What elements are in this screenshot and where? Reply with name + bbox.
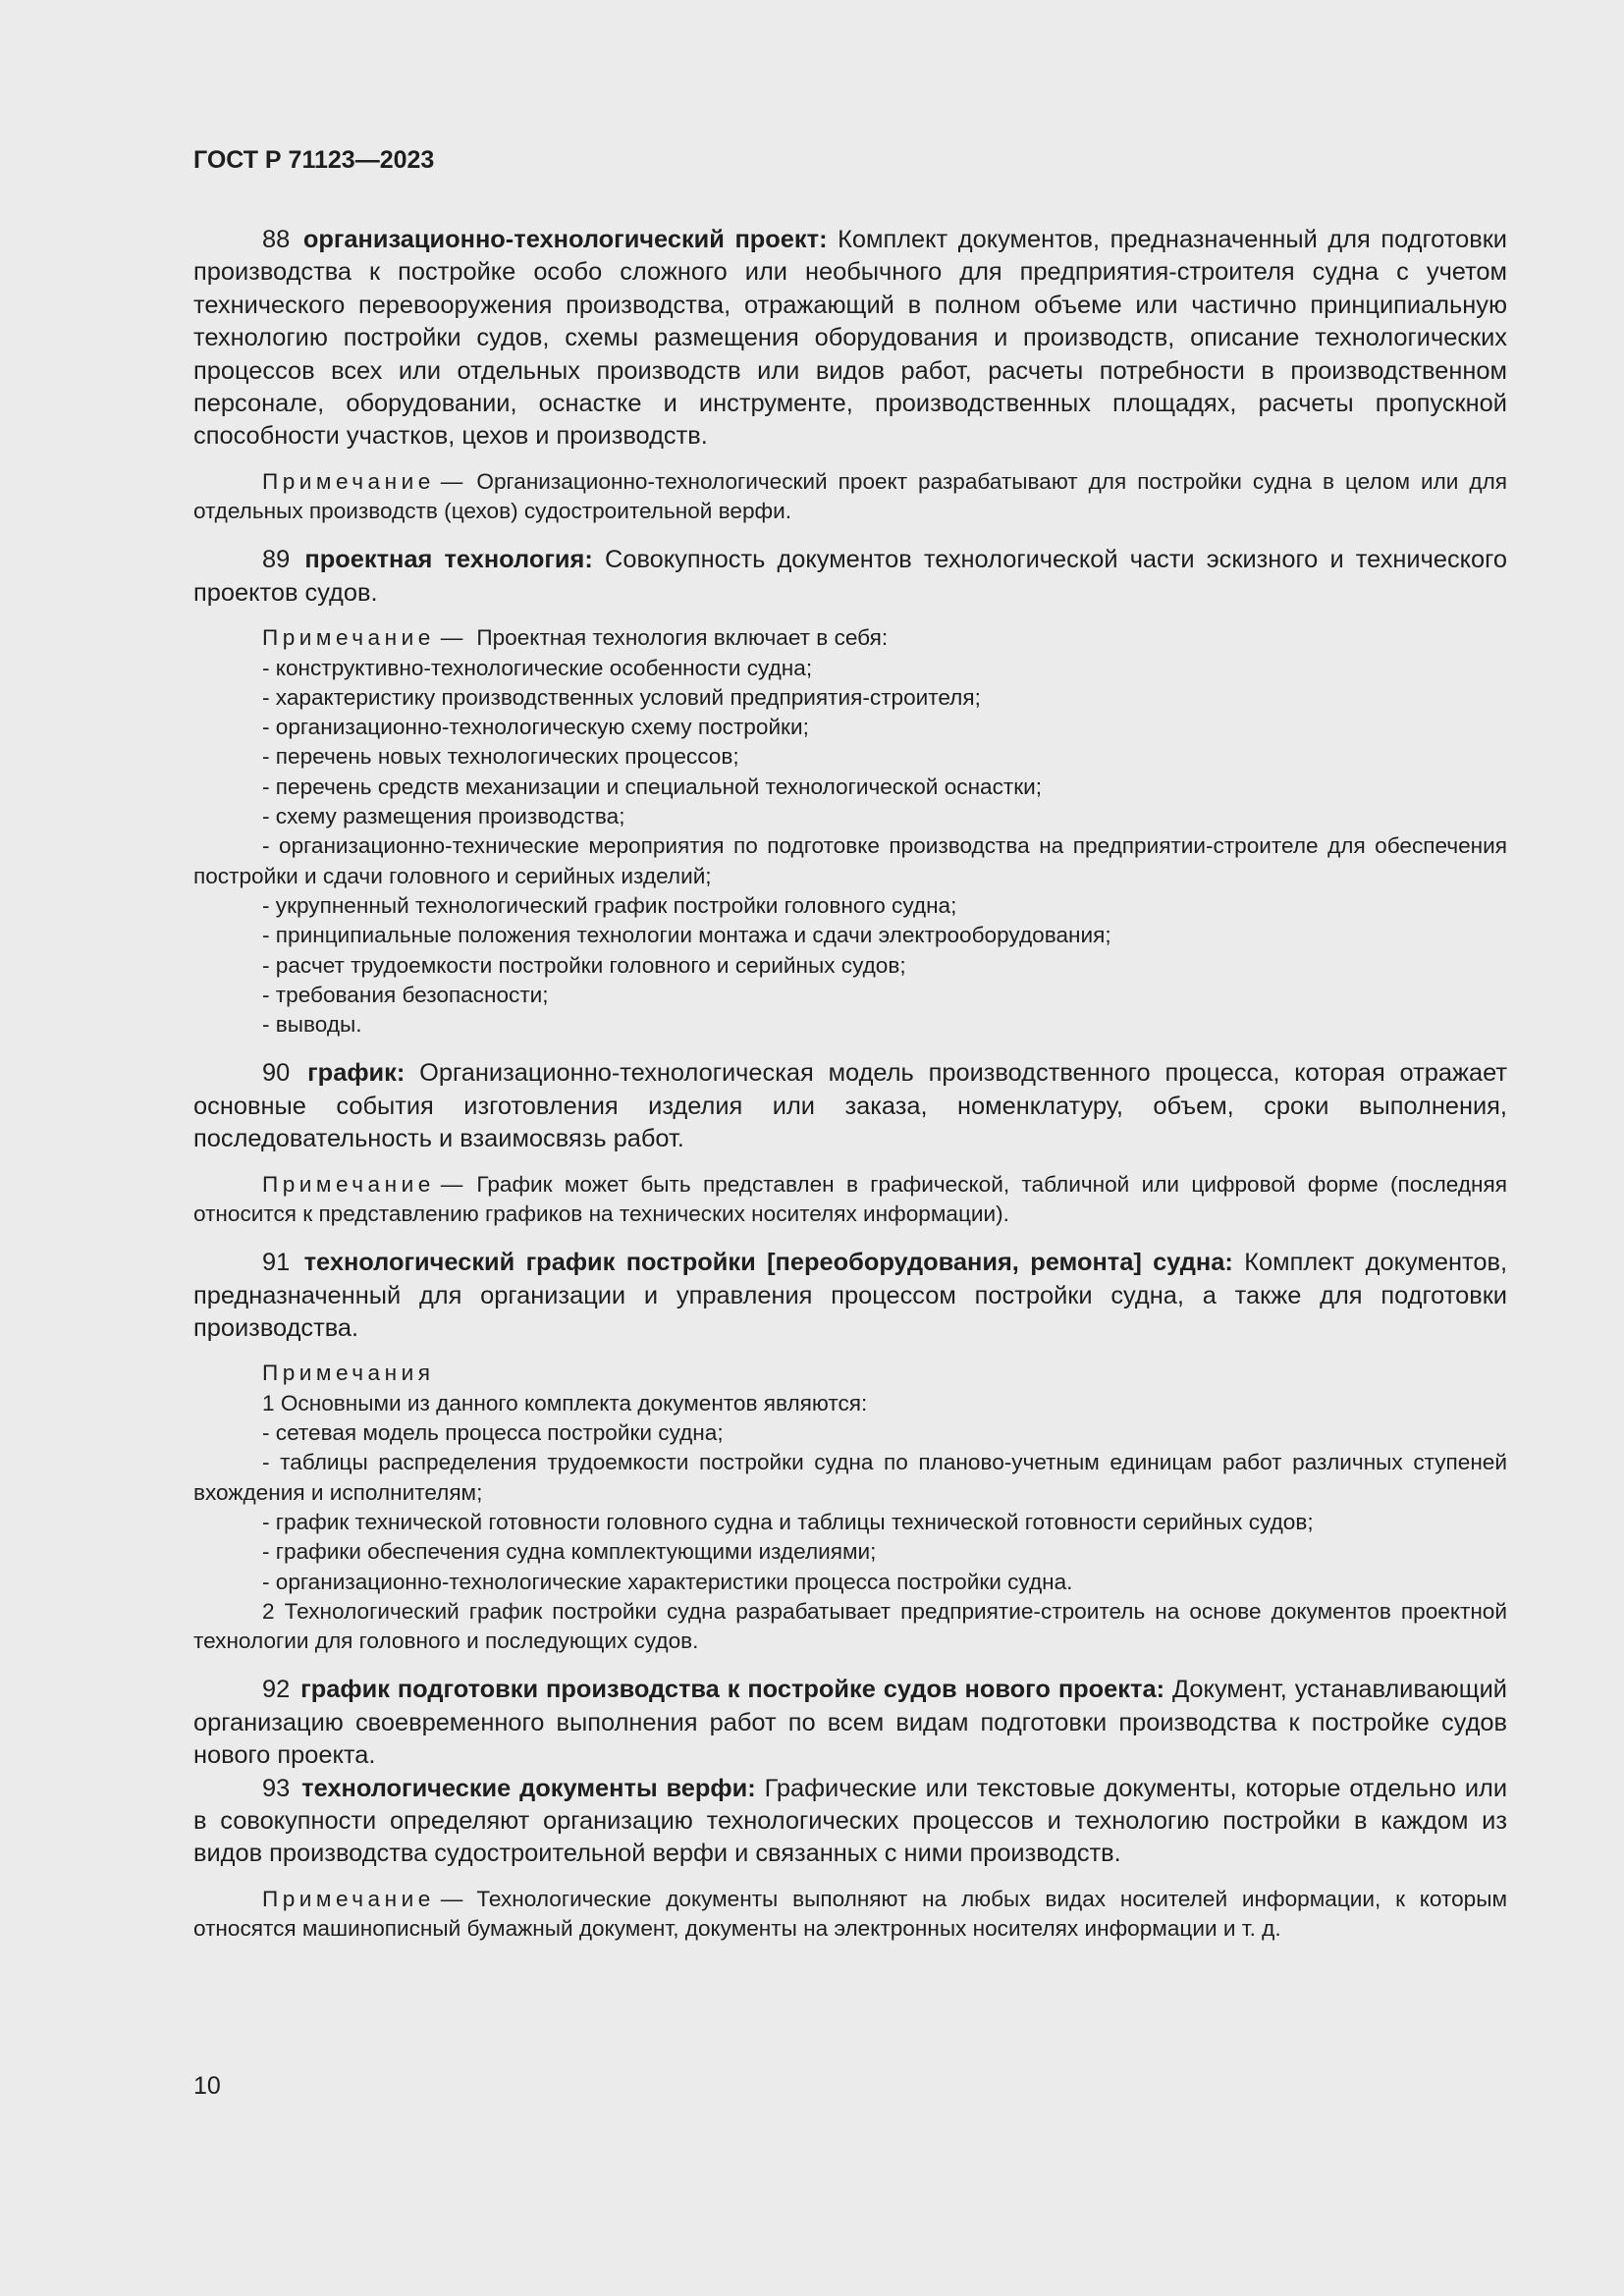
term-definition: Комплект документов, предназначенный для организации и управления процессом постройки судна, а также для подготовки производства. [193,1249,1507,1343]
note-text: График может быть представлен в графической, табличной или цифровой форме (последняя относится к представлению графиков на технических носителях информации). [193,1171,1507,1226]
term-number: 92 [262,1676,291,1704]
term-entry-89 [193,544,1507,610]
note-list-item: - график технической готовности головного судна и таблицы технической готовности серийных судов; [262,1509,1314,1534]
note-list-item: - схему размещения производства; [262,804,625,829]
term-number: 93 [262,1774,291,1802]
note-list-item: - таблицы распределения трудоемкости постройки судна по планово-учетным единицам работ различных ступеней вхождения и исполнителям; [193,1450,1507,1505]
term-title: проектная технология: [304,546,593,574]
note-list-item: - графики обеспечения судна комплектующими изделиями; [262,1539,877,1565]
term-entry-93 [193,1773,1507,1871]
note-list-item: - выводы. [262,1012,362,1038]
note-list-item: - расчет трудоемкости постройки головного и серийных судов; [262,952,906,978]
term-title: организационно-технологический проект: [302,226,828,253]
note-intro: Проектная технология включает в себя: [476,625,889,651]
note-93: Примечание — Технологические документы выполняют на любых видах носителей информации, к которым относятся машинописный бумажный документ, документы на электронных носителях информации и т. д. [193,1886,1507,1942]
term-entry-88 [193,224,1507,454]
document-page [193,145,1507,1944]
term-entry-90 [193,1057,1507,1155]
document-code-header: ГОСТ Р 71123—2023 [193,146,435,174]
note-list-item: - организационно-технологическую схему постройки; [262,715,809,740]
note-list-item: - характеристику производственных условий предприятия-строителя; [262,684,981,710]
term-number: 89 [262,546,291,574]
note-label: Примечание [262,1171,435,1197]
term-title: технологический график постройки [переоборудования, ремонта] судна: [303,1249,1233,1277]
note-list-item: - конструктивно-технологические особенности судна; [262,655,813,680]
term-number: 88 [262,226,291,253]
notes-label: Примечания [262,1361,435,1386]
note-90: Примечание — График может быть представлен в графической, табличной или цифровой форме (последняя относится к представлению графиков на технических носителях информации). [193,1171,1507,1226]
note-label: Примечание [262,1886,435,1911]
notes-91 [193,1359,1507,1656]
note-list-item: - перечень средств механизации и специальной технологической оснастки; [262,774,1043,799]
note-list-item: - организационно-технические мероприятия по подготовке производства на предприятии-строителе для обеспечения постройки и сдачи головного и серийных изделий; [193,833,1507,888]
term-number: 90 [262,1059,291,1088]
page-number: 10 [193,2072,221,2100]
note-label: Примечание [262,625,435,651]
note-1-intro: 1 Основными из данного комплекта документов являются: [262,1390,868,1415]
note-text: Организационно-технологический проект разрабатывают для постройки судна в целом или для отдельных производств (цехов) судостроительной верфи. [193,468,1507,524]
term-definition: Графические или текстовые документы, которые отдельно или в совокупности определяют организацию технологических процессов и технологию постройки в каждом из видов производства судостроительной верфи и связанных с ними производств. [193,1774,1508,1868]
note-list-item: - принципиальные положения технологии монтажа и сдачи электрооборудования; [262,923,1111,948]
note-list-item: - укрупненный технологический график постройки головного судна; [262,892,957,918]
note-label: Примечание [262,468,435,494]
note-list-item: - сетевая модель процесса постройки судна; [262,1420,724,1446]
term-title: график: [307,1059,406,1088]
note-list-item: - требования безопасности; [262,982,549,1007]
term-number: 91 [262,1249,291,1277]
note-88: Примечание — Организационно-технологический проект разрабатывают для постройки судна в целом или для отдельных производств (цехов) судостроительной верфи. [193,468,1507,524]
term-definition: Совокупность документов технологической части эскизного и технического проектов судов. [193,546,1507,607]
term-entry-91 [193,1247,1507,1345]
term-definition: Организационно-технологическая модель производственного процесса, которая отражает основные события изготовления изделия или заказа, номенклатуру, объем, сроки выполнения, последовательность и взаимосвязь работ. [193,1059,1507,1153]
note-2: 2 Технологический график постройки судна разрабатывает предприятие-строитель на основе документов проектной технологии для головного и последующих судов. [193,1598,1507,1654]
note-text: Технологические документы выполняют на любых видах носителей информации, к которым относятся машинописный бумажный документ, документы на электронных носителях информации и т. д. [193,1886,1507,1942]
term-definition: Комплект документов, предназначенный для подготовки производства к постройке особо сложного или необычного для предприятия-строителя судна с учетом технического перевооружения производства, отражающий в полном объеме или частично принципиальную технологию постройки судов, схемы размещения оборудования и производств, описание технологических процессов всех или отдельных производств или видов работ, расчеты потребности в производственном персонале, оборудовании, оснастке и инструменте, производственных площадях, расчеты пропускной способности участков, цехов и производств. [193,226,1507,451]
term-definition: Документ, устанавливающий организацию своевременного выполнения работ по всем видам подготовки производства к постройке судов нового проекта. [193,1676,1507,1770]
note-89: Примечание — Проектная технология включает в себя: - конструктивно-технологические особенности судна; - характеристику производственных условий предприятия-строителя; - организационно-технологическую схему постройки; - перечень новых технологических процессов; - перечень средств механизации и специальной технологической оснастки; - схему размещения производства; - организационно-технические мероприятия по подготовке производства на предприятии-строителе для обеспечения постройки и сдачи головного и серийных изделий; - укрупненный технологический график постройки головного судна; - принципиальные положения технологии монтажа и сдачи электрооборудования; - расчет трудоемкости постройки головного и серийных судов; - требования безопасности; - выводы. [193,623,1507,1040]
note-list-item: - организационно-технологические характеристики процесса постройки судна. [262,1569,1073,1594]
term-title: технологические документы верфи: [301,1774,756,1802]
term-title: график подготовки производства к постройке судов нового проекта: [300,1676,1165,1704]
term-entry-92 [193,1674,1507,1772]
note-list-item: - перечень новых технологических процессов; [262,744,739,770]
